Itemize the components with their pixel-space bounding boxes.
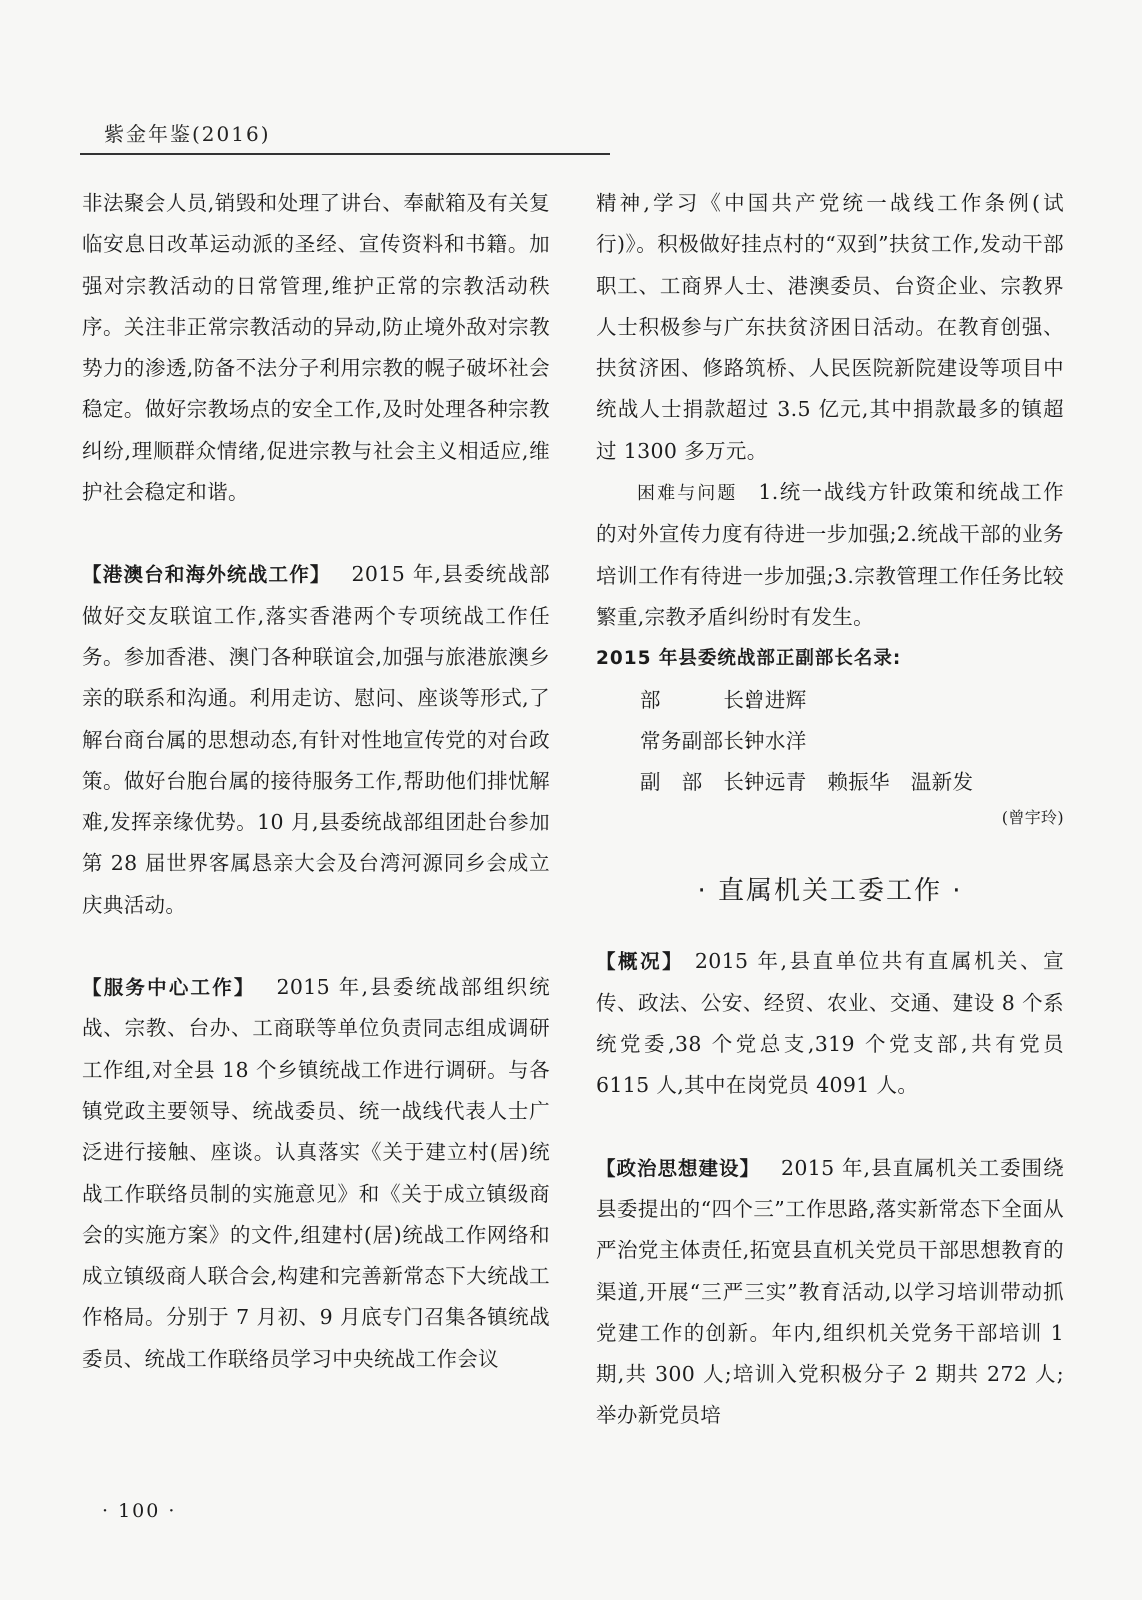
hk-macao-taiwan-heading: 【港澳台和海外统战工作】 (82, 563, 331, 587)
roster-role: 部 长: (640, 687, 752, 712)
right-column (596, 183, 1064, 1437)
service-center-heading: 【服务中心工作】 (82, 976, 256, 1000)
service-center-body: 2015 年,县委统战部组织统战、宗教、台办、工商联等单位负责同志组成调研工作组,对全县 18 个乡镇统战工作进行调研。与各镇党政主要领导、统战委员、统一战线代表人士广泛进行接触、座谈。认真落实《关于建立村(居)统战工作联络员制的实施意见》和《关于成立镇级商会的实施方案》的文件,组建村(居)统战工作网络和成立镇级商人联合会,构建和完善新常态下大统战工作格局。分别于 7 月初、9 月底专门召集各镇统战委员、统战工作联络员学习中央统战工作会议 (82, 975, 550, 1371)
roster-names: 钟远青 赖振华 温新发 (744, 770, 974, 795)
hk-macao-taiwan-paragraph (82, 554, 550, 926)
political-heading: 【政治思想建设】 (596, 1156, 761, 1180)
roster-row (596, 721, 1064, 762)
hk-macao-taiwan-body: 2015 年,县委统战部做好交友联谊工作,落实香港两个专项统战工作任务。参加香港、澳门各种联谊会,加强与旅港旅澳乡亲的联系和沟通。利用走访、慰问、座谈等形式,了解台商台属的思想动态,有针对性地宣传党的对台政策。做好台胞台属的接待服务工作,帮助他们排忧解难,发挥亲缘优势。10 月,县委统战部组团赴台参加第 28 届世界客属恳亲大会及台湾河源同乡会成立庆典活动。 (82, 562, 551, 917)
political-body: 2015 年,县直属机关工委围绕县委提出的“四个三”工作思路,落实新常态下全面从严治党主体责任,拓宽县直机关党员干部思想教育的渠道,开展“三严三实”教育活动,以学习培训带动抓党建工作的创新。年内,组织机关党务干部培训 1 期,共 300 人;培训入党积极分子 2 期共 272 人;举办新党员培 (596, 1155, 1064, 1428)
political-paragraph (596, 1148, 1064, 1437)
running-head-title: 紫金年鉴(2016) (104, 122, 271, 146)
header-rule (80, 153, 610, 155)
roster-role: 副 部 长: (640, 770, 752, 795)
roster-names: 钟水洋 (744, 728, 807, 753)
religion-paragraph: 非法聚会人员,销毁和处理了讲台、奉献箱及有关复临安息日改革运动派的圣经、宣传资料和书籍。加强对宗教活动的日常管理,维护正常的宗教活动秩序。关注非正常宗教活动的异动,防止境外敌对宗教势力的渗透,防备不法分子利用宗教的幌子破坏社会稳定。做好宗教场点的安全工作,及时处理各种宗教纠纷,理顺群众情绪,促进宗教与社会主义相适应,维护社会稳定和谐。 (82, 191, 550, 505)
overview-heading: 【概况】 (596, 950, 685, 974)
overview-paragraph (596, 941, 1064, 1106)
roster-row (596, 680, 1064, 721)
section-title: · 直属机关工委工作 · (697, 876, 963, 907)
left-column (82, 183, 550, 1380)
roster-title: 2015 年县委统战部正副部长名录: (596, 648, 902, 670)
continuation-paragraph: 精神,学习《中国共产党统一战线工作条例(试行)》。积极做好挂点村的“双到”扶贫工作,发动干部职工、工商界人士、港澳委员、台资企业、宗教界人士积极参与广东扶贫济困日活动。在教育创强、扶贫济困、修路筑桥、人民医院新院建设等项目中统战人士捐款超过 3.5 亿元,其中捐款最多的镇超过 1300 多万元。 (596, 191, 1064, 463)
service-center-paragraph (82, 967, 550, 1380)
problems-body: 1.统一战线方针政策和统战工作的对外宣传力度有待进一步加强;2.统战干部的业务培训工作有待进一步加强;3.宗教管理工作任务比较繁重,宗教矛盾纠纷时有发生。 (596, 480, 1065, 629)
roster-names: 曾进辉 (744, 687, 807, 712)
problems-paragraph (596, 472, 1064, 638)
problems-heading: 困难与问题 (637, 483, 738, 505)
page-number: · 100 · (102, 1500, 177, 1522)
roster-role: 常务副部长: (640, 728, 752, 753)
overview-body: 2015 年,县直单位共有直属机关、宣传、政法、公安、经贸、农业、交通、建设 8 个系统党委,38 个党总支,319 个党支部,共有党员 6115 人,其中在岗党员 4091 人。 (596, 949, 1065, 1098)
roster-row (596, 762, 1064, 803)
author-credit: (曾宇玲) (1001, 808, 1064, 828)
